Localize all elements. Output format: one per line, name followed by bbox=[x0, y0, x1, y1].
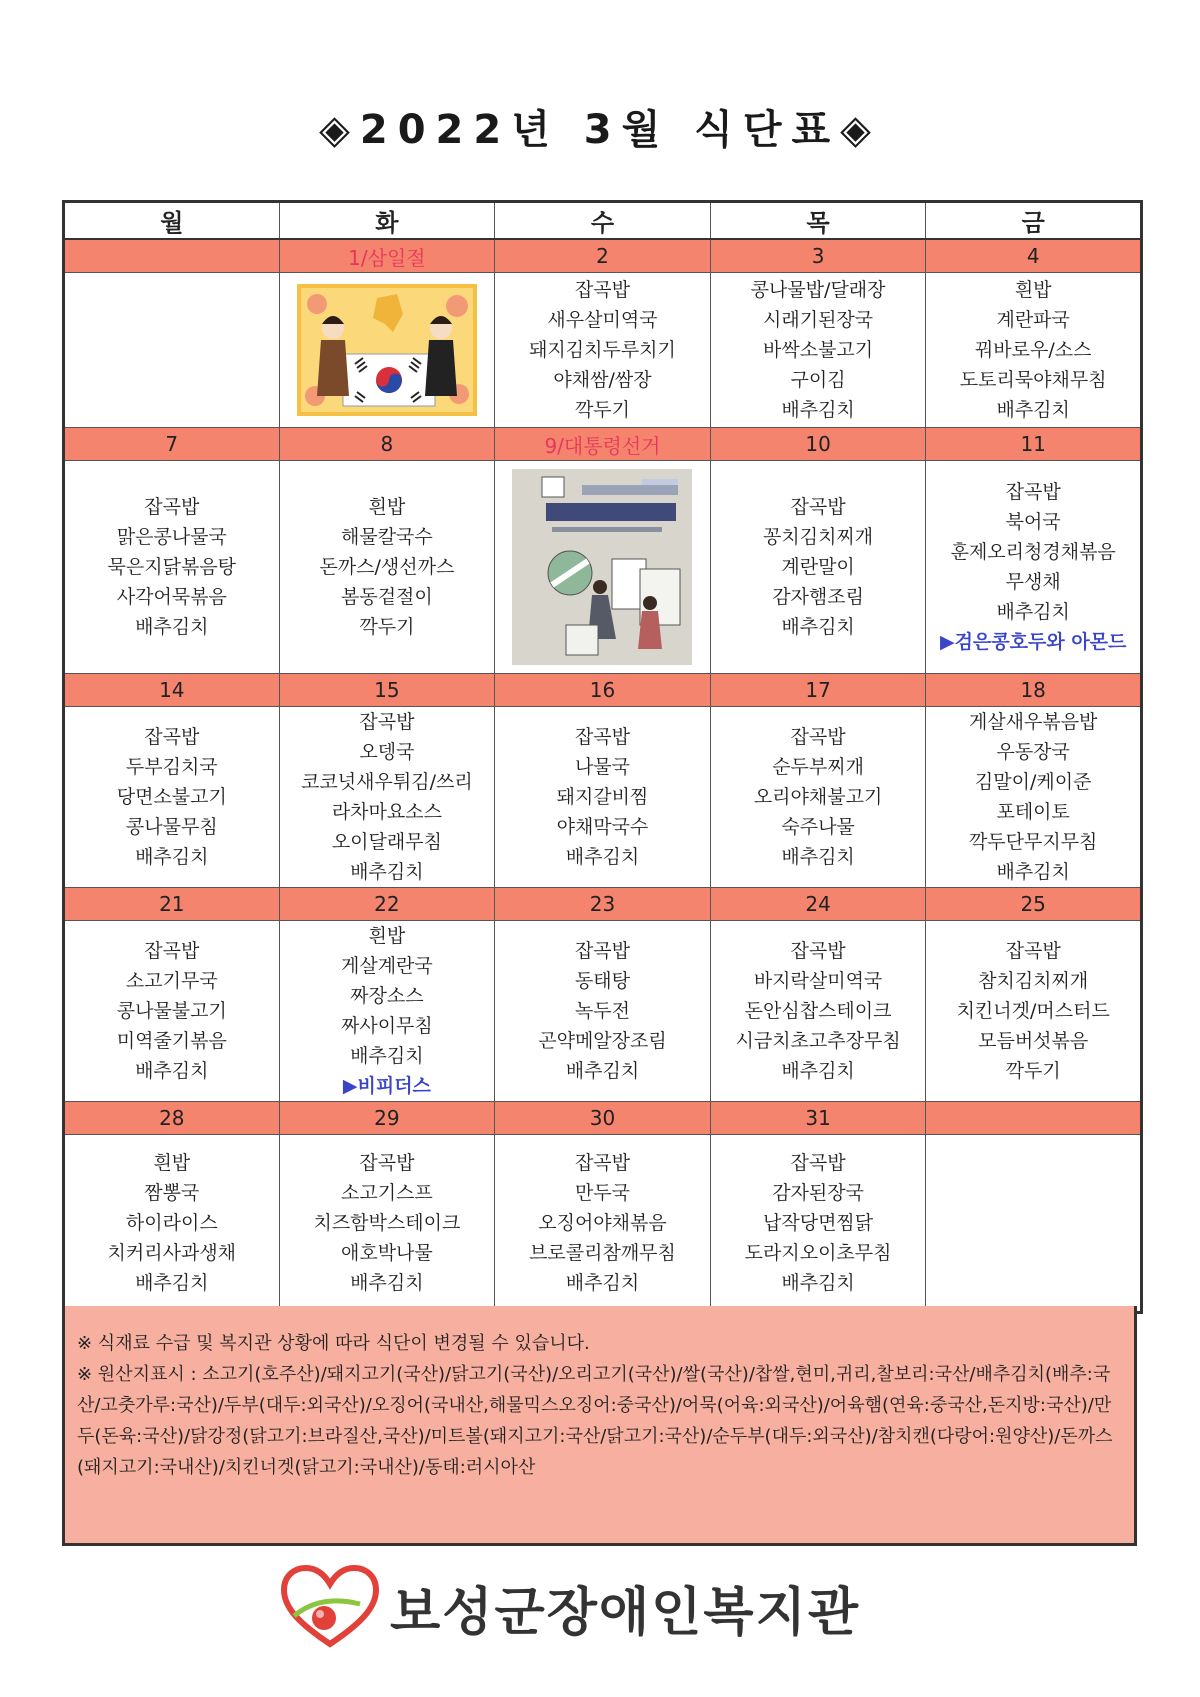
menu-item: 모듬버섯볶음 bbox=[978, 1030, 1089, 1052]
menu-item: 맑은콩나물국 bbox=[116, 526, 227, 548]
menu-item: 배추김치 bbox=[996, 861, 1070, 883]
menu-item: 시금치초고추장무침 bbox=[735, 1030, 901, 1052]
menu-item: 잡곡밥 bbox=[790, 496, 846, 518]
date-cell: 18 bbox=[926, 674, 1142, 707]
menu-item: 당면소불고기 bbox=[116, 786, 227, 808]
menu-item: 배추김치 bbox=[565, 1060, 640, 1082]
date-row bbox=[64, 1102, 1142, 1135]
menu-item: 봄동겉절이 bbox=[341, 586, 433, 608]
footer-logo bbox=[280, 1560, 940, 1650]
menu-item: 게살계란국 bbox=[341, 955, 433, 977]
menu-item: 미역줄기볶음 bbox=[116, 1030, 227, 1052]
menu-item: 배추김치 bbox=[781, 616, 855, 638]
menu-item: 잡곡밥 bbox=[144, 726, 200, 748]
menu-item: 숙주나물 bbox=[781, 816, 855, 838]
weekday-thu: 목 bbox=[710, 202, 926, 240]
menu-item: 무생채 bbox=[1005, 571, 1061, 593]
menu-item: 바싹소불고기 bbox=[763, 339, 874, 361]
menu-item: 배추김치 bbox=[135, 846, 209, 868]
menu-item: 포테이토 bbox=[996, 801, 1070, 823]
date-row bbox=[64, 239, 1142, 273]
date-cell: 29 bbox=[279, 1102, 495, 1135]
menu-item: 배추김치 bbox=[781, 846, 855, 868]
menu-cell bbox=[64, 921, 280, 1102]
menu-item: 잡곡밥 bbox=[144, 940, 200, 962]
date-cell: 24 bbox=[710, 888, 926, 921]
menu-item: 꽁치김치찌개 bbox=[763, 526, 874, 548]
date-row bbox=[64, 674, 1142, 707]
menu-cell bbox=[64, 1135, 280, 1313]
menu-cell bbox=[64, 273, 280, 428]
menu-cell bbox=[64, 461, 280, 674]
menu-item: 훈제오리청경채볶음 bbox=[950, 541, 1116, 563]
notice-box bbox=[62, 1306, 1137, 1546]
menu-item: 코코넛새우튀김/쓰리 bbox=[301, 771, 473, 793]
menu-cell bbox=[495, 921, 711, 1102]
menu-item: 감자된장국 bbox=[772, 1182, 864, 1204]
menu-item: 배추김치 bbox=[350, 1272, 424, 1294]
date-cell-holiday: 1/삼일절 bbox=[279, 239, 495, 273]
organization-name: 보성군장애인복지관 bbox=[390, 1583, 861, 1643]
menu-item: 배추김치 bbox=[781, 1060, 855, 1082]
menu-item: 잡곡밥 bbox=[790, 726, 846, 748]
date-cell: 31 bbox=[710, 1102, 926, 1135]
menu-item: 하이라이스 bbox=[125, 1212, 218, 1234]
menu-item: 콩나물밥/달래장 bbox=[750, 279, 886, 301]
menu-item: 잡곡밥 bbox=[574, 1152, 631, 1174]
menu-cell bbox=[926, 707, 1142, 888]
menu-cell bbox=[64, 707, 280, 888]
menu-item: 돈까스/생선까스 bbox=[319, 556, 455, 578]
menu-item: 잡곡밥 bbox=[790, 1152, 846, 1174]
menu-item: 오징어야채볶음 bbox=[538, 1212, 667, 1234]
menu-item: 배추김치 bbox=[781, 399, 855, 421]
menu-item: 오뎅국 bbox=[359, 741, 415, 763]
menu-item: 잡곡밥 bbox=[359, 1152, 415, 1174]
menu-item: 게살새우볶음밥 bbox=[968, 711, 1098, 733]
menu-item: 배추김치 bbox=[565, 846, 640, 868]
menu-item: 짜장소스 bbox=[350, 985, 424, 1007]
menu-item: 배추김치 bbox=[135, 1272, 209, 1294]
menu-item: 배추김치 bbox=[350, 1045, 424, 1067]
menu-item: 참치김치찌개 bbox=[978, 970, 1089, 992]
menu-item: 배추김치 bbox=[996, 601, 1070, 623]
menu-item: 흰밥 bbox=[1014, 279, 1052, 301]
menu-item: 나물국 bbox=[574, 756, 631, 778]
menu-item: 배추김치 bbox=[350, 861, 424, 883]
menu-item: 녹두전 bbox=[574, 1000, 631, 1022]
date-cell: 23 bbox=[495, 888, 711, 921]
menu-item: 돼지김치두루치기 bbox=[529, 339, 676, 361]
date-cell: 25 bbox=[926, 888, 1142, 921]
menu-item: 돼지갈비찜 bbox=[556, 786, 649, 808]
date-cell: 22 bbox=[279, 888, 495, 921]
menu-item: 애호박나물 bbox=[341, 1242, 433, 1264]
menu-cell-image bbox=[279, 273, 495, 428]
menu-item: 돈안심찹스테이크 bbox=[744, 1000, 892, 1022]
menu-item: 잡곡밥 bbox=[574, 726, 631, 748]
menu-item: 도라지오이초무침 bbox=[744, 1242, 892, 1264]
date-cell bbox=[926, 1102, 1142, 1135]
date-cell: 17 bbox=[710, 674, 926, 707]
weekday-tue: 화 bbox=[279, 202, 495, 240]
menu-item: 납작당면찜닭 bbox=[763, 1212, 874, 1234]
notice-change-warning: ※ 식재료 수급 및 복지관 상황에 따라 식단이 변경될 수 있습니다. bbox=[77, 1333, 590, 1354]
menu-item: 감자햄조림 bbox=[772, 586, 864, 608]
menu-row bbox=[64, 707, 1142, 888]
date-row bbox=[64, 428, 1142, 461]
date-cell: 14 bbox=[64, 674, 280, 707]
notice-origin-labeling: ※ 원산지표시 : 소고기(호주산)/돼지고기(국산)/닭고기(국산)/오리고기(국산)/쌀(국산)/찹쌀,현미,귀리,찰보리:국산/배추김치(배추:국산/고춧가루:국산)/두부(대두:외국산)/오징어(국내산,해물믹스오징어:중국산)/어묵(어육:외국산)/어육햄(연육:중국산,돈지방:국산)/만두(돈육:국산)/닭강정(닭고기:브라질산,국산)/미트볼(돼지고기:국산/닭고기:국산)/순두부(대두:외국산)/참치캔(다랑어:원양산)/돈까스(돼지고기:국내산)/치킨너겟(닭고기:국내산)/동태:러시아산 bbox=[77, 1364, 1113, 1478]
menu-item: 잡곡밥 bbox=[1005, 481, 1061, 503]
menu-row bbox=[64, 921, 1142, 1102]
menu-item: 해물칼국수 bbox=[341, 526, 433, 548]
menu-item: 콩나물불고기 bbox=[116, 1000, 227, 1022]
weekday-mon: 월 bbox=[64, 202, 280, 240]
menu-item: 깍두기 bbox=[574, 399, 631, 421]
menu-item: 잡곡밥 bbox=[574, 940, 631, 962]
menu-item: 치즈함박스테이크 bbox=[313, 1212, 461, 1234]
menu-cell bbox=[279, 921, 495, 1102]
menu-item: 새우살미역국 bbox=[547, 309, 658, 331]
menu-item: 동태탕 bbox=[574, 970, 631, 992]
menu-cell-image bbox=[495, 461, 711, 674]
menu-item: 배추김치 bbox=[781, 1272, 855, 1294]
menu-cell bbox=[279, 707, 495, 888]
menu-item: 짬뽕국 bbox=[144, 1182, 200, 1204]
menu-item: 흰밥 bbox=[368, 925, 406, 947]
menu-item: 콩나물무침 bbox=[125, 816, 218, 838]
date-cell: 21 bbox=[64, 888, 280, 921]
menu-item: 두부김치국 bbox=[125, 756, 218, 778]
menu-item: 잡곡밥 bbox=[359, 711, 415, 733]
menu-item: 소고기무국 bbox=[125, 970, 218, 992]
menu-item: 치커리사과생채 bbox=[107, 1242, 237, 1264]
menu-item: 잡곡밥 bbox=[790, 940, 846, 962]
menu-item: 배추김치 bbox=[996, 399, 1070, 421]
menu-item: 브로콜리참깨무침 bbox=[529, 1242, 676, 1264]
menu-note: ▶비피더스 bbox=[342, 1075, 431, 1097]
menu-cell bbox=[926, 461, 1142, 674]
menu-item: 사각어묵볶음 bbox=[116, 586, 227, 608]
weekday-fri: 금 bbox=[926, 202, 1142, 240]
date-cell bbox=[64, 239, 280, 273]
date-cell: 4 bbox=[926, 239, 1142, 273]
menu-item: 계란말이 bbox=[781, 556, 855, 578]
menu-cell bbox=[926, 921, 1142, 1102]
menu-cell bbox=[495, 273, 711, 428]
date-cell: 11 bbox=[926, 428, 1142, 461]
menu-item: 북어국 bbox=[1005, 511, 1061, 533]
menu-row bbox=[64, 273, 1142, 428]
menu-item: 배추김치 bbox=[135, 616, 209, 638]
menu-cell bbox=[495, 707, 711, 888]
menu-item: 계란파국 bbox=[996, 309, 1070, 331]
menu-item: 깍두기 bbox=[1005, 1060, 1061, 1082]
date-cell: 15 bbox=[279, 674, 495, 707]
date-cell: 28 bbox=[64, 1102, 280, 1135]
heart-logo-icon bbox=[280, 1564, 380, 1648]
menu-cell bbox=[710, 1135, 926, 1313]
menu-item: 잡곡밥 bbox=[574, 279, 631, 301]
menu-item: 오리야채불고기 bbox=[753, 786, 883, 808]
page-title: ◈2022년 3월 식단표◈ bbox=[319, 107, 881, 153]
menu-item: 잡곡밥 bbox=[144, 496, 200, 518]
menu-item: 시래기된장국 bbox=[763, 309, 874, 331]
date-cell: 8 bbox=[279, 428, 495, 461]
menu-item: 배추김치 bbox=[565, 1272, 640, 1294]
weekday-wed: 수 bbox=[495, 202, 711, 240]
menu-row bbox=[64, 1135, 1142, 1313]
date-cell: 16 bbox=[495, 674, 711, 707]
menu-item: 깍두기 bbox=[359, 616, 415, 638]
date-cell: 3 bbox=[710, 239, 926, 273]
independence-day-flag-image bbox=[297, 284, 477, 416]
menu-item: 야채쌈/쌈장 bbox=[553, 369, 652, 391]
menu-item: 순두부찌개 bbox=[772, 756, 864, 778]
menu-cell bbox=[926, 1135, 1142, 1313]
menu-item: 깍두단무지무침 bbox=[968, 831, 1098, 853]
menu-cell bbox=[710, 921, 926, 1102]
menu-note: ▶검은콩호두와 아몬드 bbox=[939, 631, 1127, 653]
menu-item: 곤약메알장조림 bbox=[538, 1030, 667, 1052]
date-row bbox=[64, 888, 1142, 921]
date-cell: 2 bbox=[495, 239, 711, 273]
date-cell-holiday: 9/대통령선거 bbox=[495, 428, 711, 461]
menu-item: 치킨너겟/머스터드 bbox=[956, 1000, 1110, 1022]
menu-item: 김말이/케이준 bbox=[974, 771, 1092, 793]
menu-item: 묵은지닭볶음탕 bbox=[107, 556, 237, 578]
menu-item: 라차마요소스 bbox=[331, 801, 442, 823]
date-cell: 7 bbox=[64, 428, 280, 461]
menu-cell bbox=[279, 1135, 495, 1313]
weekday-header-row bbox=[64, 202, 1142, 240]
menu-item: 구이김 bbox=[790, 369, 846, 391]
menu-cell bbox=[495, 1135, 711, 1313]
menu-item: 만두국 bbox=[574, 1182, 631, 1204]
menu-item: 짜사이무침 bbox=[341, 1015, 433, 1037]
menu-item: 소고기스프 bbox=[341, 1182, 433, 1204]
menu-item: 꿔바로우/소스 bbox=[974, 339, 1092, 361]
election-day-poster-image bbox=[512, 469, 692, 665]
menu-item: 잡곡밥 bbox=[1005, 940, 1061, 962]
menu-item: 우동장국 bbox=[996, 741, 1070, 763]
menu-cell bbox=[710, 273, 926, 428]
menu-item: 흰밥 bbox=[368, 496, 406, 518]
menu-cell bbox=[279, 461, 495, 674]
menu-item: 오이달래무침 bbox=[331, 831, 442, 853]
menu-item: 배추김치 bbox=[135, 1060, 209, 1082]
meal-calendar-table bbox=[62, 200, 1143, 1314]
menu-item: 바지락살미역국 bbox=[753, 970, 883, 992]
menu-cell bbox=[710, 707, 926, 888]
menu-cell bbox=[926, 273, 1142, 428]
menu-item: 도토리묵야채무침 bbox=[959, 369, 1107, 391]
date-cell: 10 bbox=[710, 428, 926, 461]
menu-item: 흰밥 bbox=[153, 1152, 191, 1174]
menu-item: 야채막국수 bbox=[556, 816, 649, 838]
menu-row bbox=[64, 461, 1142, 674]
menu-cell bbox=[710, 461, 926, 674]
date-cell: 30 bbox=[495, 1102, 711, 1135]
